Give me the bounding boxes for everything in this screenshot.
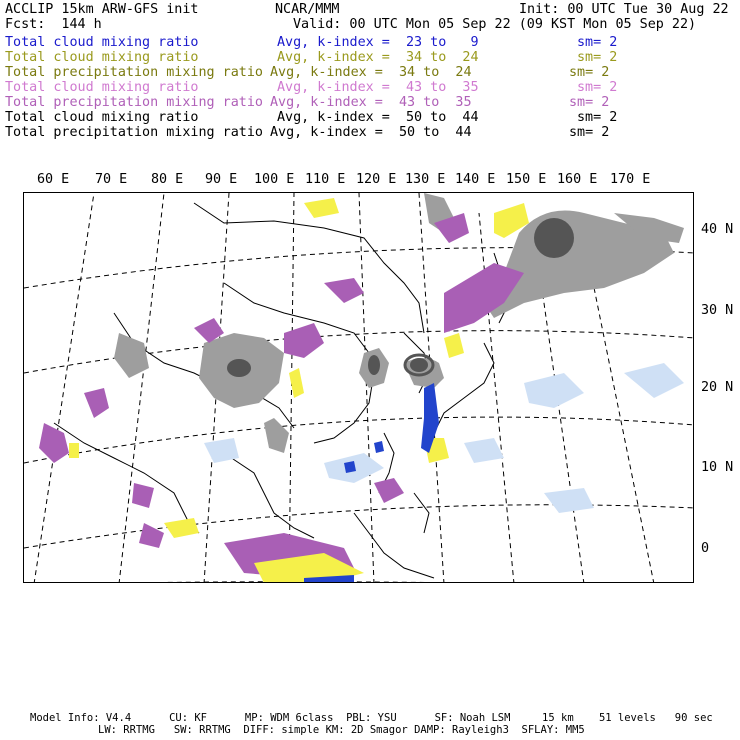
legend-field: Total cloud mixing ratio — [5, 110, 199, 125]
map-svg — [24, 193, 694, 583]
legend-avg: Avg, k-index = 23 to 9 — [277, 35, 479, 50]
legend-field: Total cloud mixing ratio — [5, 35, 199, 50]
init-time: Init: 00 UTC Tue 30 Aug 22 — [519, 2, 729, 17]
legend-field: Total precipitation mixing ratio — [5, 125, 263, 140]
longitude-label: 170 E — [610, 172, 651, 187]
valid-time: Valid: 00 UTC Mon 05 Sep 22 (09 KST Mon 05 Sep 22) — [293, 17, 697, 32]
longitude-label: 160 E — [557, 172, 598, 187]
longitude-label: 150 E — [506, 172, 547, 187]
legend-avg: Avg, k-index = 34 to 24 — [277, 50, 479, 65]
cloud-field-gray — [114, 193, 684, 453]
legend-sm: sm= 2 — [569, 65, 610, 80]
legend-avg: Avg, k-index = 50 to 44 — [277, 110, 479, 125]
longitude-label: 130 E — [405, 172, 446, 187]
legend-field: Total precipitation mixing ratio — [5, 65, 263, 80]
coastlines — [54, 203, 509, 578]
legend-sm: sm= 2 — [577, 50, 618, 65]
longitude-label: 90 E — [205, 172, 238, 187]
legend-sm: sm= 2 — [577, 35, 618, 50]
legend-avg: Avg, k-index = 34 to 24 — [270, 65, 472, 80]
legend-avg: Avg, k-index = 43 to 35 — [277, 80, 479, 95]
cloud-field-purple — [39, 213, 524, 578]
legend-field: Total cloud mixing ratio — [5, 50, 199, 65]
map-panel — [23, 192, 694, 583]
longitude-label: 60 E — [37, 172, 70, 187]
latitude-label: 10 N — [701, 460, 734, 475]
cloud-field-yellow — [69, 198, 529, 583]
longitude-label: 140 E — [455, 172, 496, 187]
legend-field: Total precipitation mixing ratio — [5, 95, 263, 110]
longitude-label: 110 E — [305, 172, 346, 187]
legend-avg: Avg, k-index = 50 to 44 — [270, 125, 472, 140]
longitude-label: 70 E — [95, 172, 128, 187]
forecast-hour: Fcst: 144 h — [5, 17, 102, 32]
legend-field: Total cloud mixing ratio — [5, 80, 199, 95]
legend-sm: sm= 2 — [577, 110, 618, 125]
latitude-label: 0 — [701, 541, 710, 556]
latitude-label: 30 N — [701, 303, 734, 318]
longitude-label: 80 E — [151, 172, 184, 187]
latitude-label: 40 N — [701, 222, 734, 237]
model-title: ACCLIP 15km ARW-GFS init — [5, 2, 199, 17]
legend-avg: Avg, k-index = 43 to 35 — [270, 95, 472, 110]
legend-sm: sm= 2 — [569, 95, 610, 110]
center-label: NCAR/MMM — [275, 2, 340, 17]
footer-model-info: Model Info: V4.4 CU: KF MP: WDM 6class PBL: YSU SF: Noah LSM 15 km 51 levels 90 sec — [30, 712, 713, 724]
latitude-label: 20 N — [701, 380, 734, 395]
longitude-label: 120 E — [356, 172, 397, 187]
footer-physics-info: LW: RRTMG SW: RRTMG DIFF: simple KM: 2D Smagor DAMP: Rayleigh3 SFLAY: MM5 — [98, 724, 585, 736]
longitude-label: 100 E — [254, 172, 295, 187]
legend-sm: sm= 2 — [569, 125, 610, 140]
legend-sm: sm= 2 — [577, 80, 618, 95]
